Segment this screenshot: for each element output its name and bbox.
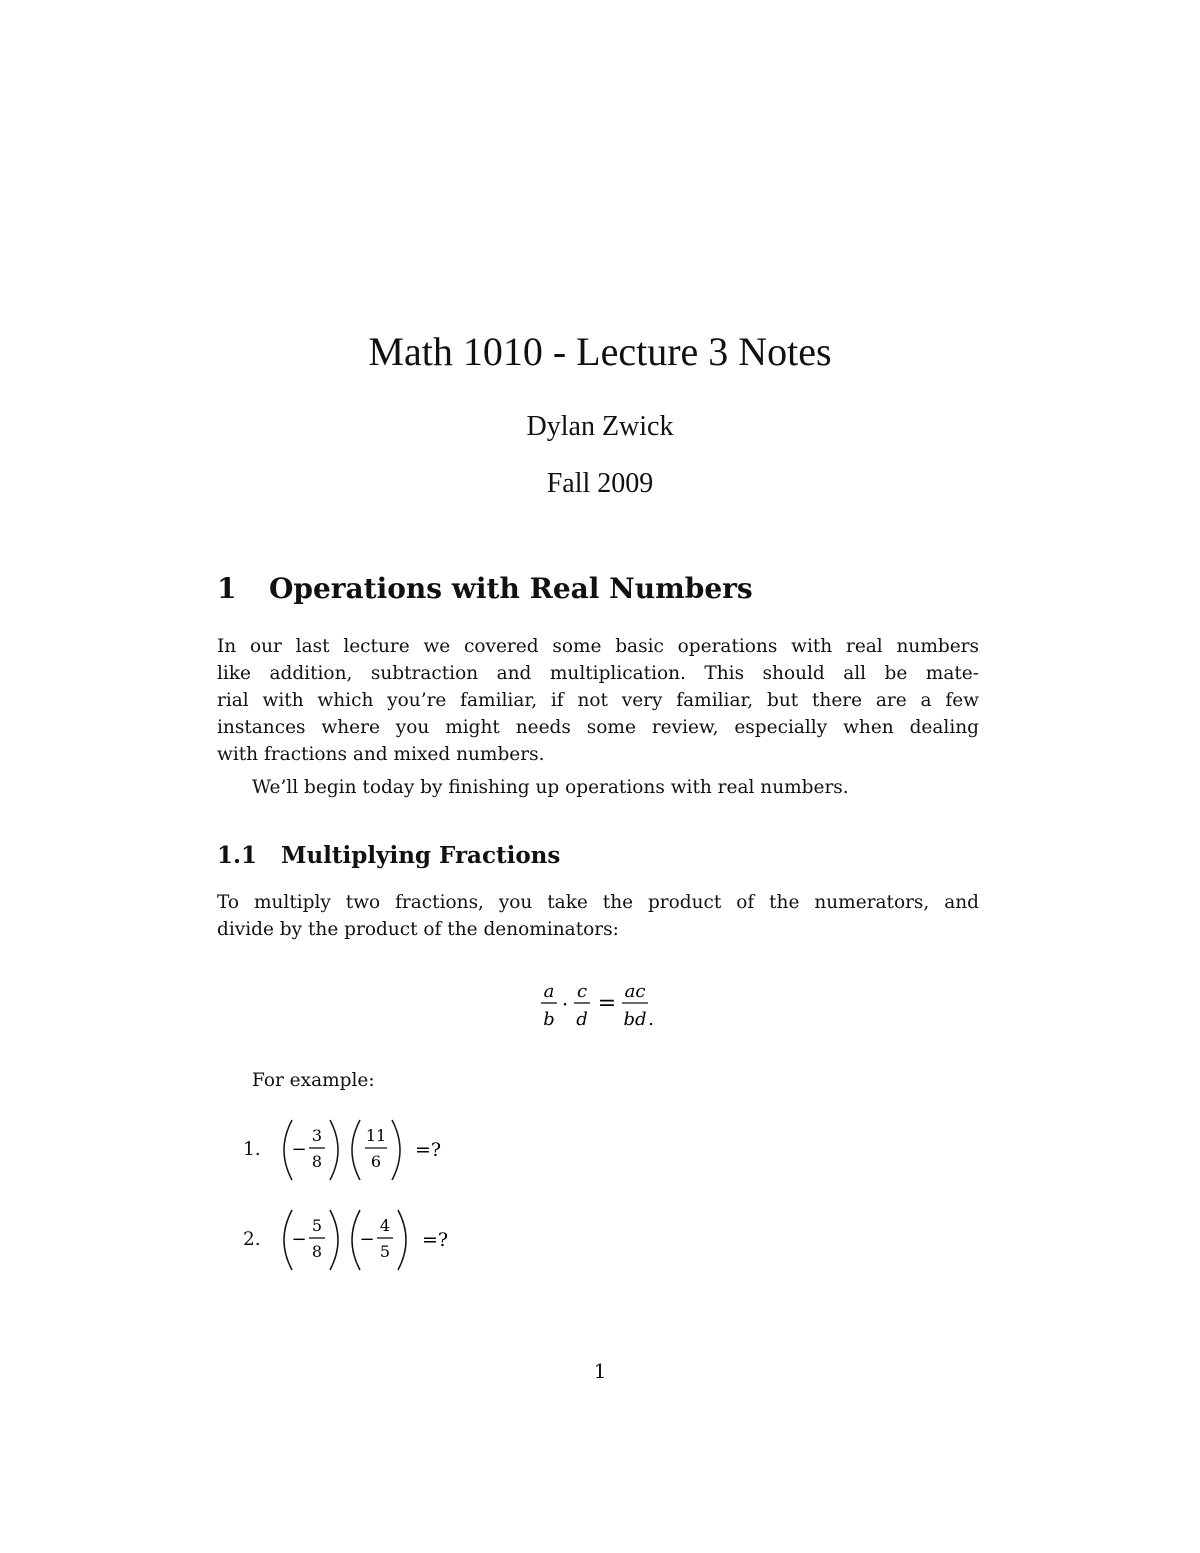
formula-result-denominator: bd — [623, 1009, 647, 1030]
example-1-factor-1-sign: − — [291, 1139, 307, 1160]
author-name: Dylan Zwick — [526, 411, 674, 442]
example-1-factor-1-numerator: 3 — [311, 1126, 323, 1145]
document-title: Math 1010 - Lecture 3 Notes — [368, 329, 832, 374]
example-1-result: =? — [415, 1139, 442, 1161]
example-2-label: 2. — [243, 1229, 261, 1250]
example-2-factor-1-denominator: 8 — [311, 1242, 323, 1261]
right-paren — [330, 1210, 338, 1270]
section-number: 1 — [217, 572, 237, 605]
example-2-result: =? — [422, 1229, 449, 1251]
subsection-paragraph — [217, 889, 979, 943]
paragraph-line: In our last lecture we covered some basic operations with real numbers — [217, 636, 979, 657]
example-1-factor-2-numerator: 11 — [365, 1126, 387, 1145]
example-2-factor-1-sign: − — [291, 1229, 307, 1250]
formula-frac2-numerator: c — [576, 981, 588, 1002]
example-1-factor-2-denominator: 6 — [370, 1152, 382, 1171]
subsection-heading — [217, 840, 560, 872]
formula-period: . — [648, 1009, 654, 1030]
section-paragraph-2 — [252, 774, 979, 801]
paragraph-line: To multiply two fractions, you take the product of the numerators, and — [217, 892, 979, 913]
paragraph-line: with fractions and mixed numbers. — [217, 744, 545, 765]
multiplication-formula — [530, 980, 670, 1040]
example-2-expression — [272, 1205, 472, 1275]
paragraph-line: rial with which you’re familiar, if not very familiar, but there are a few — [217, 690, 979, 711]
document-date: Fall 2009 — [546, 468, 654, 499]
paragraph-line: divide by the product of the denominators: — [217, 919, 619, 940]
right-paren — [398, 1210, 406, 1270]
right-paren — [392, 1120, 400, 1180]
right-paren — [330, 1120, 338, 1180]
formula-dot: · — [561, 992, 569, 1016]
formula-equals: = — [597, 991, 617, 1016]
formula-frac1-denominator: b — [543, 1009, 555, 1030]
formula-result-numerator: ac — [624, 981, 646, 1002]
section-title: Operations with Real Numbers — [269, 572, 753, 605]
example-2-factor-2-numerator: 4 — [379, 1216, 391, 1235]
subsection-number: 1.1 — [217, 842, 258, 869]
example-1-expression — [272, 1115, 472, 1185]
paragraph-line: We’ll begin today by finishing up operations with real numbers. — [252, 777, 849, 798]
formula-frac1-numerator: a — [543, 981, 555, 1002]
paragraph-line: instances where you might needs some review, especially when dealing — [217, 717, 979, 738]
paragraph-line: like addition, subtraction and multiplication. This should all be mate- — [217, 663, 979, 684]
section-paragraph-1 — [217, 633, 979, 768]
example-2-factor-1-numerator: 5 — [311, 1216, 323, 1235]
example-2-factor-2-sign: − — [359, 1229, 375, 1250]
subsection-title: Multiplying Fractions — [281, 842, 561, 869]
example-1-factor-1-denominator: 8 — [311, 1152, 323, 1171]
for-example-text: For example: — [252, 1070, 375, 1091]
example-1-label: 1. — [243, 1139, 261, 1160]
example-2-factor-2-denominator: 5 — [379, 1242, 391, 1261]
formula-frac2-denominator: d — [576, 1009, 588, 1030]
section-heading — [217, 570, 753, 608]
left-paren — [352, 1120, 360, 1180]
page-number: 1 — [593, 1359, 607, 1383]
